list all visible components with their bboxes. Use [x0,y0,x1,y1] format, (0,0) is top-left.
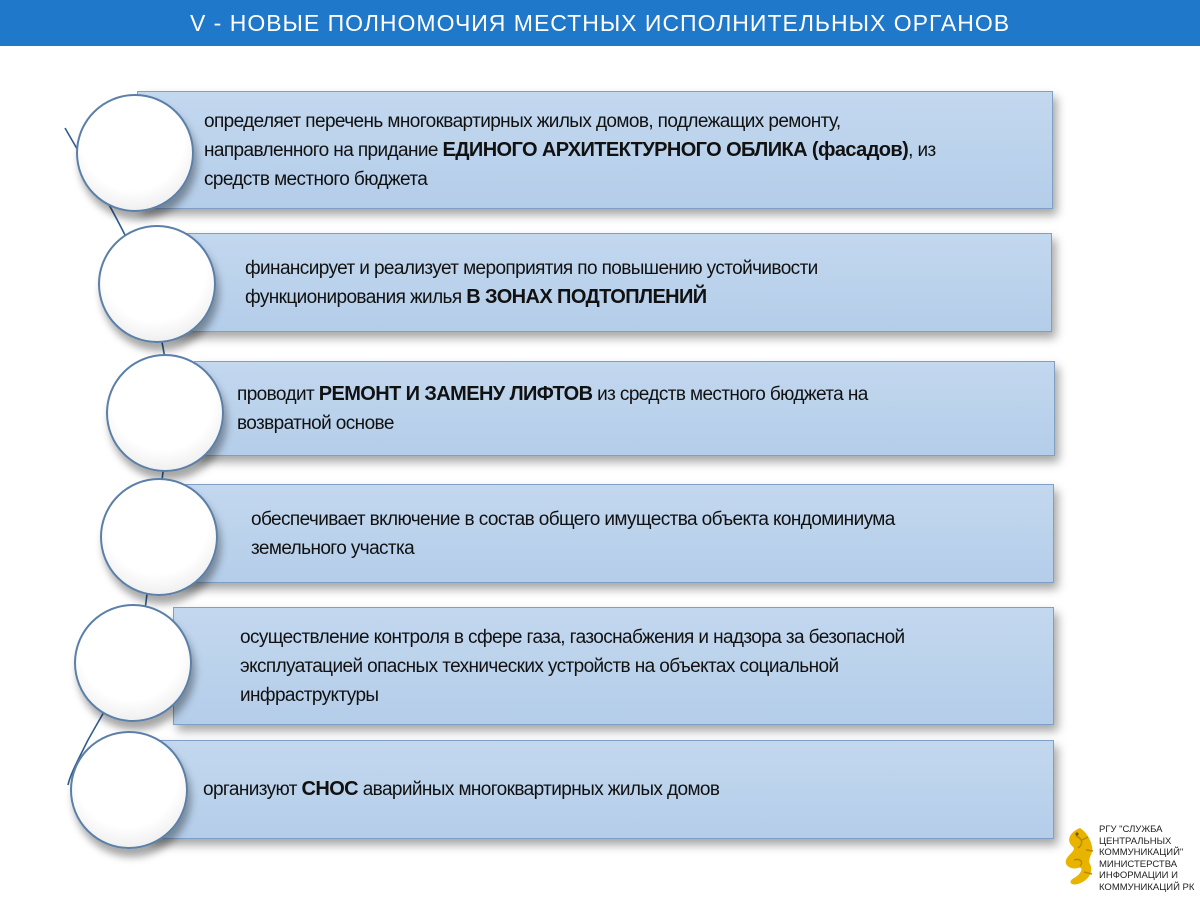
logo-text: РГУ "СЛУЖБА [1099,824,1163,835]
item-emphasis: РЕМОНТ И ЗАМЕНУ ЛИФТОВ [318,382,593,405]
item-text: определяет перечень многоквартирных жилых домов, подлежащих ремонту, [204,110,841,132]
item-text: направленного на придание [204,139,443,161]
dragon-logo-icon [1060,826,1098,888]
list-item [146,740,1054,839]
item-text: земельного участка [251,537,415,559]
item-text: возвратной основе [237,412,394,434]
logo-text: МИНИСТЕРСТВА [1099,858,1178,870]
bullet-circle [70,731,188,849]
item-text: организуют [203,779,302,800]
organization-logo [1058,822,1198,894]
bullet-circle [74,604,192,722]
logo-text: КОММУНИКАЦИЙ РК [1099,881,1195,893]
item-emphasis: В ЗОНАХ ПОДТОПЛЕНИЙ [466,285,707,308]
list-item [137,91,1053,209]
item-text: средств местного бюджета [204,168,428,190]
item-text: эксплуатацией опасных технических устройств на объектах социальной [240,655,839,677]
item-emphasis: СНОС [301,778,359,800]
list-item [173,607,1054,725]
bullet-circle [98,225,216,343]
bullet-circle [100,478,218,596]
item-text: из средств местного бюджета на [592,383,868,405]
list-item [178,484,1054,583]
item-text: функционирования жилья [245,286,467,308]
bullet-circle [76,94,194,212]
item-text: осуществление контроля в сфере газа, газоснабжения и надзора за безопасной [240,626,905,648]
logo-text: КОММУНИКАЦИЙ" [1099,847,1184,858]
bullet-circle [106,354,224,472]
item-text: аварийных многоквартирных жилых домов [358,779,720,800]
item-text: обеспечивает включение в состав общего имущества объекта кондоминиума [251,508,895,530]
item-text: финансирует и реализует мероприятия по повышению устойчивости [245,257,818,279]
logo-text: ИНФОРМАЦИИ И [1099,870,1178,881]
list-item [172,233,1052,332]
item-text: , из [908,139,936,161]
logo-text: ЦЕНТРАЛЬНЫХ [1099,835,1172,847]
item-emphasis: ЕДИНОГО АРХИТЕКТУРНОГО ОБЛИКА (фасадов) [442,138,909,161]
item-text: проводит [237,383,319,405]
item-text: инфраструктуры [240,684,379,706]
page-title: V - НОВЫЕ ПОЛНОМОЧИЯ МЕСТНЫХ ИСПОЛНИТЕЛЬНЫХ ОРГАНОВ [189,9,1011,36]
list-item [194,361,1055,456]
